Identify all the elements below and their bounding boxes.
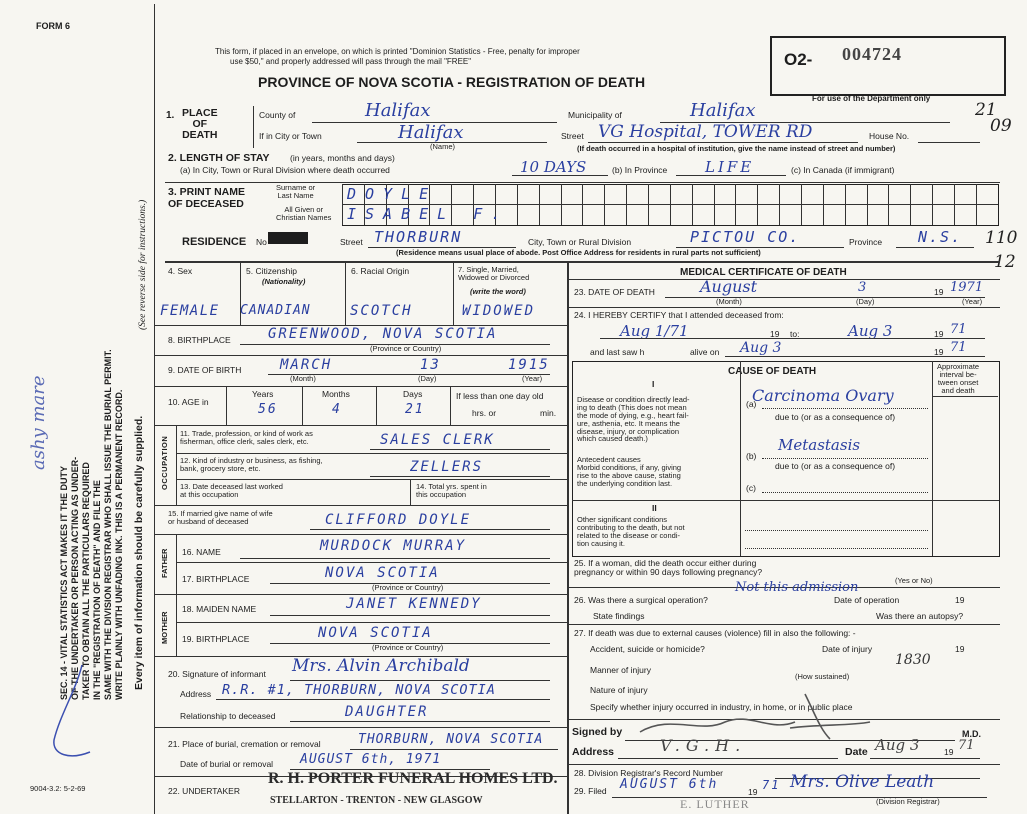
- cause-roman-2: II: [652, 503, 657, 513]
- injury-year-prefix: 19: [955, 644, 965, 654]
- age-min-label: min.: [540, 408, 557, 418]
- yes-no-label: (Yes or No): [895, 576, 933, 585]
- citizenship-sub: (Nationality): [262, 277, 306, 286]
- cause-c-label: (c): [746, 483, 756, 493]
- mother-birthplace-sub: (Province or Country): [372, 643, 444, 652]
- interval-label: Approximate interval be- tween onset and death: [937, 362, 980, 395]
- citizenship-label: 5. Citizenship: [246, 266, 298, 276]
- last-worked-label: 13. Date deceased last worked at this occupation: [180, 482, 283, 499]
- s2c-label: (c) In Canada (if immigrant): [791, 165, 895, 175]
- form-code: 9004-3.2: 5-2-69: [30, 784, 86, 793]
- county-value: Halifax: [365, 100, 431, 121]
- citizenship-value: CANADIAN: [240, 303, 311, 318]
- father-birthplace-label: 17. BIRTHPLACE: [182, 574, 250, 584]
- racial-origin-value: SCOTCH: [350, 303, 413, 319]
- disease-label: Disease or condition directly lead- ing to death (This does not mean the mode of dying, e.g., heart fail- ure, asthenia, etc. It means the disease, injury, or complication which caused death.): [577, 395, 690, 444]
- father-birthplace-sub: (Province or Country): [372, 583, 444, 592]
- years-in-occupation-label: 14. Total yrs. spent in this occupation: [416, 482, 487, 499]
- marital-value: WIDOWED: [462, 303, 536, 319]
- given-names-value: ISABEL F.: [347, 205, 510, 223]
- birthplace-value: GREENWOOD, NOVA SCOTIA: [268, 326, 498, 342]
- informant-signature-label: 20. Signature of informant: [168, 669, 266, 679]
- registration-prefix: O2-: [784, 50, 813, 69]
- surname-value: DOYLE: [347, 185, 438, 203]
- due-to-label-1: due to (or as a consequence of): [775, 412, 896, 422]
- department-use-label: For use of the Department only: [812, 94, 931, 103]
- city-value: Halifax: [398, 122, 464, 143]
- s1-num: 1.: [166, 110, 175, 121]
- residence-note: (Residence means usual place of abode. Post Office Address for residents in rural parts not sufficient): [396, 248, 761, 257]
- undertaker-label: 22. UNDERTAKER: [168, 786, 240, 796]
- marital-label: 7. Single, Married, Widowed or Divorced: [458, 265, 530, 282]
- mother-birthplace-value: NOVA SCOTIA: [318, 625, 433, 641]
- death-year-prefix: 19: [934, 287, 944, 297]
- informant-signature: Mrs. Alvin Archibald: [292, 656, 470, 676]
- autopsy-label: Was there an autopsy?: [876, 611, 964, 621]
- side-instruction-1: SEC. 14 - VITAL STATISTICS ACT MAKES IT THE DUTY: [59, 465, 69, 700]
- last-seen-year: 71: [950, 340, 967, 355]
- cause-title: CAUSE OF DEATH: [728, 366, 817, 377]
- death-date-year: 1971: [950, 280, 984, 295]
- burial-place-label: 21. Place of burial, cremation or removal: [168, 739, 321, 749]
- informant-address-value: R.R. #1, THORBURN, NOVA SCOTIA: [222, 682, 496, 698]
- cause-a-label: (a): [746, 399, 757, 409]
- side-handwriting: ashy mare: [28, 375, 49, 470]
- age-less-label: If less than one day old: [456, 391, 544, 401]
- residence-label: RESIDENCE: [182, 236, 247, 248]
- surgery-label: 26. Was there a surgical operation?: [574, 595, 708, 605]
- attended-to-label: to:: [790, 329, 800, 339]
- age-label: 10. AGE in: [168, 397, 209, 407]
- death-day-sub: (Day): [856, 297, 875, 306]
- external-causes-label: 27. If death was due to external causes (violence) fill in also the following: -: [574, 628, 856, 638]
- certifier-date-value: Aug 3: [875, 736, 920, 754]
- due-to-label-2: due to (or as a consequence of): [775, 461, 896, 471]
- residence-city-label: City, Town or Rural Division: [528, 237, 632, 247]
- sex-value: FEMALE: [160, 303, 220, 319]
- death-date-day: 3: [858, 280, 867, 295]
- registration-number-box: [770, 36, 1006, 96]
- attended-from-value: Aug 1/71: [620, 322, 689, 340]
- age-months-label: Months: [322, 389, 350, 399]
- dob-year-sub: (Year): [522, 374, 543, 383]
- undertaker-stamp-name: R. H. PORTER FUNERAL HOMES LTD.: [268, 770, 558, 787]
- pregnancy-label: 25. If a woman, did the death occur either during pregnancy or within 90 days following pregnancy?: [574, 558, 763, 578]
- filed-value: AUGUST 6th: [620, 777, 719, 792]
- marital-sub: (write the word): [470, 287, 526, 296]
- dept-code-2: 09: [990, 116, 1012, 136]
- antecedent-label: Antecedent causes Morbid conditions, if any, giving rise to the above cause, stating the underlying condition last.: [577, 455, 682, 488]
- operation-date-label: Date of operation: [834, 595, 900, 605]
- side-instruction-6: WRITE PLAINLY WITH UNFADING INK. THIS IS A PERMANENT RECORD.: [114, 389, 124, 700]
- operation-year-prefix: 19: [955, 595, 965, 605]
- left-margin-rule: [154, 4, 155, 814]
- age-hrs-label: hrs. or: [472, 408, 497, 418]
- given-label: All Given or Christian Names: [276, 205, 332, 222]
- surgery-value: Not this admission: [735, 580, 859, 595]
- other-conditions-label: Other significant conditions contributing to the death, but not related to the disease or condi- tion causing it.: [577, 515, 685, 548]
- age-years-label: Years: [252, 389, 274, 399]
- alive-on-label: alive on: [690, 347, 720, 357]
- how-sustained-label: (How sustained): [795, 672, 850, 681]
- s2a-value: 10 DAYS: [520, 158, 587, 176]
- sex-label: 4. Sex: [168, 266, 193, 276]
- birthplace-label: 8. BIRTHPLACE: [168, 335, 231, 345]
- trade-value: SALES CLERK: [380, 432, 495, 448]
- attended-year: 71: [950, 322, 967, 337]
- county-label: County of: [259, 110, 296, 120]
- certifier-address-label: Address: [572, 746, 615, 758]
- s2b-label: (b) In Province: [612, 165, 668, 175]
- father-name-label: 16. NAME: [182, 547, 221, 557]
- cause-b-value: Metastasis: [778, 436, 861, 454]
- certifier-date-year: 71: [958, 738, 975, 753]
- age-days-value: 21: [405, 402, 425, 417]
- signed-by-label: Signed by: [572, 726, 623, 738]
- father-name-value: MURDOCK MURRAY: [320, 538, 467, 554]
- manner-label: Manner of injury: [590, 665, 651, 675]
- last-seen-year-prefix: 19: [934, 347, 944, 357]
- age-months-value: 4: [332, 402, 342, 417]
- city-name-sub: (Name): [430, 142, 456, 151]
- certifier-year-prefix: 19: [944, 747, 954, 757]
- dob-month: MARCH: [280, 357, 333, 373]
- side-instruction-2: OF THE UNDERTAKER OR PERSON ACTING AS UNDER-: [70, 456, 80, 700]
- undertaker-stamp-towns: STELLARTON - TRENTON - NEW GLASGOW: [270, 795, 483, 806]
- dob-year: 1915: [508, 357, 550, 373]
- racial-origin-label: 6. Racial Origin: [351, 266, 410, 276]
- occupation-side-label: OCCUPATION: [160, 435, 169, 490]
- burial-place-value: THORBURN, NOVA SCOTIA: [358, 732, 544, 747]
- attended-to-year-prefix: 19: [934, 329, 944, 339]
- top-note-2: use $50," and properly addressed will pass through the mail "FREE": [230, 57, 472, 66]
- registration-number: 004724: [842, 44, 902, 64]
- dept-code-3: 110: [985, 228, 1018, 248]
- dob-day: 13: [420, 357, 441, 373]
- side-note-supplied: Every item of information should be carefully supplied.: [133, 415, 145, 690]
- surname-label: Surname or Last Name: [276, 183, 316, 200]
- age-days-label: Days: [403, 389, 423, 399]
- form-label: FORM 6: [36, 21, 71, 31]
- side-instruction-3: TAKER TO OBTAIN ALL THE PARTICULARS REQUIRED: [81, 462, 91, 700]
- dob-day-sub: (Day): [418, 374, 437, 383]
- record-number-label: 28. Division Registrar's Record Number: [574, 768, 724, 778]
- death-date-month: August: [700, 277, 758, 296]
- residence-street-value: THORBURN: [374, 228, 463, 246]
- form-title: PROVINCE OF NOVA SCOTIA - REGISTRATION OF DEATH: [258, 74, 646, 90]
- side-instruction-4: IN THE "REGISTRATION OF DEATH" AND FILE THE: [92, 480, 102, 700]
- nature-label: Nature of injury: [590, 685, 648, 695]
- municipality-label: Municipality of: [568, 110, 622, 120]
- s2-sub: (in years, months and days): [290, 153, 395, 163]
- age-years-value: 56: [258, 402, 278, 417]
- trade-label: 11. Trade, profession, or kind of work as fisherman, office clerk, sales clerk, etc.: [180, 429, 313, 446]
- relationship-label: Relationship to deceased: [180, 711, 276, 721]
- top-note-1: This form, if placed in an envelope, on which is printed "Dominion Statistics - Free, penalty for improper: [215, 47, 580, 56]
- side-instruction-5: SAME WITH THE DIVISION REGISTRAR WHO SHALL ISSUE THE BURIAL PERMIT.: [103, 349, 113, 700]
- attended-to-value: Aug 3: [848, 322, 893, 340]
- physician-signature: [630, 684, 880, 744]
- s2a-label: (a) In City, Town or Rural Division where death occurred: [180, 165, 390, 175]
- burial-date-value: AUGUST 6th, 1971: [300, 752, 442, 767]
- place-street-value: VG Hospital, TOWER RD: [598, 122, 813, 142]
- findings-label: State findings: [593, 611, 645, 621]
- house-no-label: House No.: [869, 131, 910, 141]
- side-note-reverse: (See reverse side for instructions.): [138, 199, 148, 330]
- filed-label: 29. Filed: [574, 786, 607, 796]
- mother-birthplace-label: 19. BIRTHPLACE: [182, 634, 250, 644]
- father-side-label: FATHER: [160, 548, 169, 578]
- injury-value: 1830: [895, 652, 931, 668]
- street-label: Street: [561, 131, 584, 141]
- attended-from-year-prefix: 19: [770, 329, 780, 339]
- last-saw-label: and last saw h: [590, 347, 645, 357]
- specify-place-label: Specify whether injury occurred in industry, in home, or in public place: [590, 702, 853, 712]
- death-year-sub: (Year): [962, 297, 983, 306]
- filed-year: 71: [762, 778, 781, 792]
- informant-address-label: Address: [180, 689, 212, 699]
- residence-province-value: N.S.: [918, 228, 963, 246]
- s3-label: 3. PRINT NAME OF DECEASED: [168, 186, 246, 210]
- mother-maiden-label: 18. MAIDEN NAME: [182, 604, 257, 614]
- father-birthplace-value: NOVA SCOTIA: [325, 565, 440, 581]
- filed-year-prefix: 19: [748, 787, 758, 797]
- s2b-value: LIFE: [705, 158, 755, 176]
- burial-date-label: Date of burial or removal: [180, 759, 274, 769]
- spouse-value: CLIFFORD DOYLE: [325, 512, 472, 528]
- certifier-date-label: Date: [845, 746, 868, 758]
- dept-code-1: 21: [975, 100, 997, 120]
- s2-label: 2. LENGTH OF STAY: [168, 152, 270, 164]
- accident-label: Accident, suicide or homicide?: [590, 644, 705, 654]
- certifier-address-value: V.G.H.: [660, 736, 747, 755]
- injury-date-label: Date of injury: [822, 644, 873, 654]
- death-date-label: 23. DATE OF DEATH: [574, 287, 655, 297]
- dept-code-4: 12: [994, 252, 1016, 272]
- relationship-value: DAUGHTER: [345, 704, 429, 720]
- city-label: If in City or Town: [259, 131, 322, 141]
- s1-bracket: [253, 106, 254, 148]
- mother-side-label: MOTHER: [160, 611, 169, 644]
- division-registrar-sub: (Division Registrar): [876, 797, 940, 806]
- residence-street-label: Street: [340, 237, 363, 247]
- md-label: M.D.: [962, 729, 981, 739]
- dob-month-sub: (Month): [290, 374, 316, 383]
- cause-a-value: Carcinoma Ovary: [752, 386, 894, 405]
- municipality-value: Halifax: [690, 100, 756, 121]
- death-month-sub: (Month): [716, 297, 742, 306]
- redacted-house-number: [268, 232, 308, 244]
- registrar-name-stamp: E. LUTHER: [680, 797, 750, 811]
- cause-roman-1: I: [652, 379, 655, 389]
- dob-label: 9. DATE OF BIRTH: [168, 365, 242, 375]
- registrar-signature: Mrs. Olive Leath: [790, 772, 935, 792]
- residence-city-value: PICTOU CO.: [690, 228, 801, 246]
- birthplace-sub: (Province or Country): [370, 344, 442, 353]
- mother-maiden-value: JANET KENNEDY: [346, 596, 482, 612]
- residence-province-label: Province: [849, 237, 883, 247]
- certify-label: 24. I HEREBY CERTIFY that I attended deceased from:: [574, 310, 784, 320]
- last-seen-value: Aug 3: [740, 340, 782, 356]
- s1-label: PLACE OF DEATH: [182, 107, 218, 142]
- hospital-note: (If death occurred in a hospital of institution, give the name instead of street and number): [577, 144, 896, 153]
- side-scribble: [40, 660, 100, 770]
- spouse-label: 15. If married give name of wife or husband of deceased: [168, 509, 273, 526]
- cause-b-label: (b): [746, 451, 757, 461]
- industry-label: 12. Kind of industry or business, as fishing, bank, grocery store, etc.: [180, 456, 323, 473]
- residence-no-label: No: [256, 237, 267, 247]
- industry-value: ZELLERS: [410, 459, 484, 475]
- medical-cert-title: MEDICAL CERTIFICATE OF DEATH: [680, 267, 847, 278]
